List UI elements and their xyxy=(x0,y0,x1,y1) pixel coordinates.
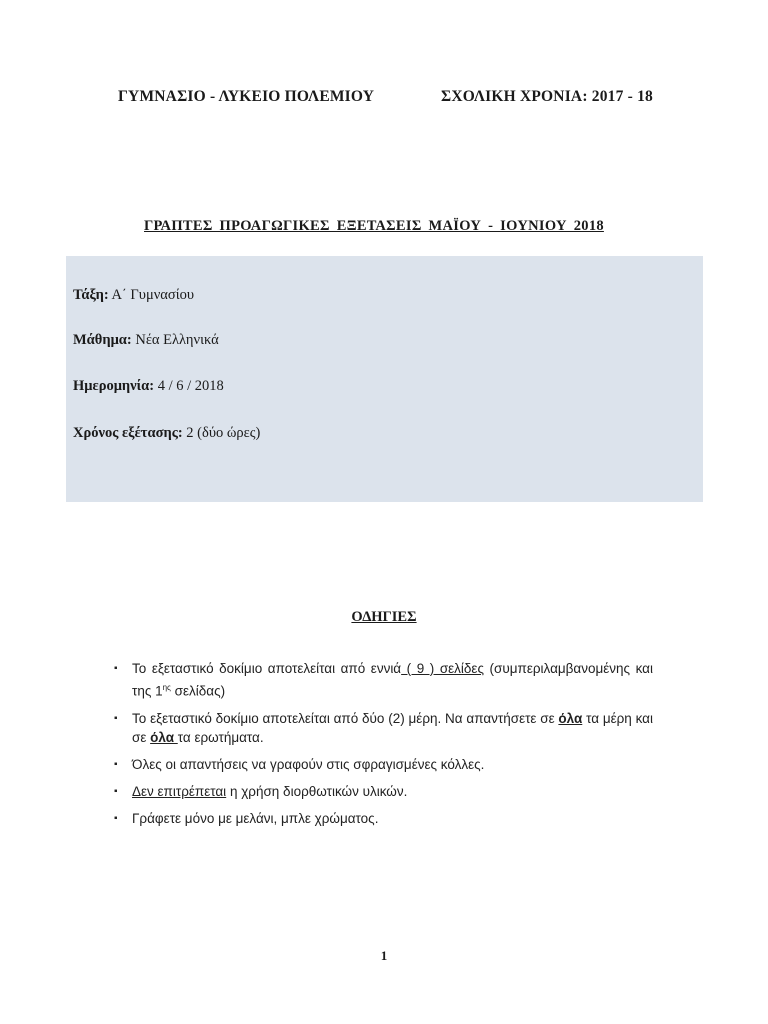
info-date xyxy=(73,378,224,395)
info-duration-value: 2 (δύο ώρες) xyxy=(186,425,261,441)
instruction-item xyxy=(112,659,653,701)
instruction-text: (συμπεριλαμβανομένης και της 1 xyxy=(132,661,653,699)
instruction-item xyxy=(112,709,653,747)
bullet-icon: ▪ xyxy=(114,812,118,824)
bullet-icon: ▪ xyxy=(114,712,118,724)
instruction-emphasis: όλα xyxy=(150,729,178,745)
instruction-text: Γράφετε μόνο με μελάνι, μπλε χρώματος. xyxy=(132,810,379,826)
instruction-text: Το εξεταστικό δοκίμιο αποτελείται από δύο (2) μέρη. Να απαντήσετε σε xyxy=(132,710,559,726)
instruction-text: η χρήση διορθωτικών υλικών. xyxy=(226,783,408,799)
bullet-icon: ▪ xyxy=(114,663,118,674)
page-number: 1 xyxy=(380,948,388,963)
instruction-emphasis: όλα xyxy=(558,710,583,726)
instruction-text: τα ερωτήματα. xyxy=(177,729,264,745)
instructions-list xyxy=(112,659,653,836)
info-date-value: 4 / 6 / 2018 xyxy=(157,378,224,394)
instruction-text: Το εξεταστικό δοκίμιο αποτελείται από εννιά xyxy=(132,661,402,676)
instructions-title: ΟΔΗΓΙΕΣ xyxy=(351,609,417,625)
info-date-label: Ημερομηνία: xyxy=(73,378,155,394)
instruction-item xyxy=(112,755,653,774)
instruction-emphasis: Δεν επιτρέπεται xyxy=(132,783,227,799)
school-year: ΣΧΟΛΙΚΗ ΧΡΟΝΙΑ: 2017 - 18 xyxy=(441,88,653,105)
instruction-item xyxy=(112,782,653,801)
exam-title: ΓΡΑΠΤΕΣ ΠΡΟΑΓΩΓΙΚΕΣ ΕΞΕΤΑΣΕΙΣ ΜΑΪΟΥ - ΙΟΥΝΙΟΥ 2018 xyxy=(144,218,604,234)
bullet-icon: ▪ xyxy=(114,785,118,797)
info-duration xyxy=(73,425,260,442)
info-class xyxy=(73,287,194,304)
info-subject-label: Μάθημα: xyxy=(73,332,132,348)
school-name: ΓΥΜΝΑΣΙΟ - ΛΥΚΕΙΟ ΠΟΛΕΜΙΟΥ xyxy=(118,88,375,105)
info-class-label: Τάξη: xyxy=(73,287,109,303)
info-duration-label: Χρόνος εξέτασης: xyxy=(73,425,183,441)
instruction-item xyxy=(112,809,653,828)
instruction-text: σελίδας) xyxy=(170,683,226,699)
instruction-text: τα μέρη και σε xyxy=(132,710,653,745)
bullet-icon: ▪ xyxy=(114,758,118,770)
ordinal-superscript: ης xyxy=(162,683,171,692)
info-subject-value: Νέα Ελληνικά xyxy=(135,332,219,348)
info-class-value: Α΄ Γυμνασίου xyxy=(111,287,195,303)
info-subject xyxy=(73,332,219,349)
instruction-emphasis: ( 9 ) σελίδες xyxy=(401,661,484,676)
instruction-text: Όλες οι απαντήσεις να γραφούν στις σφραγισμένες κόλλες. xyxy=(132,756,485,772)
